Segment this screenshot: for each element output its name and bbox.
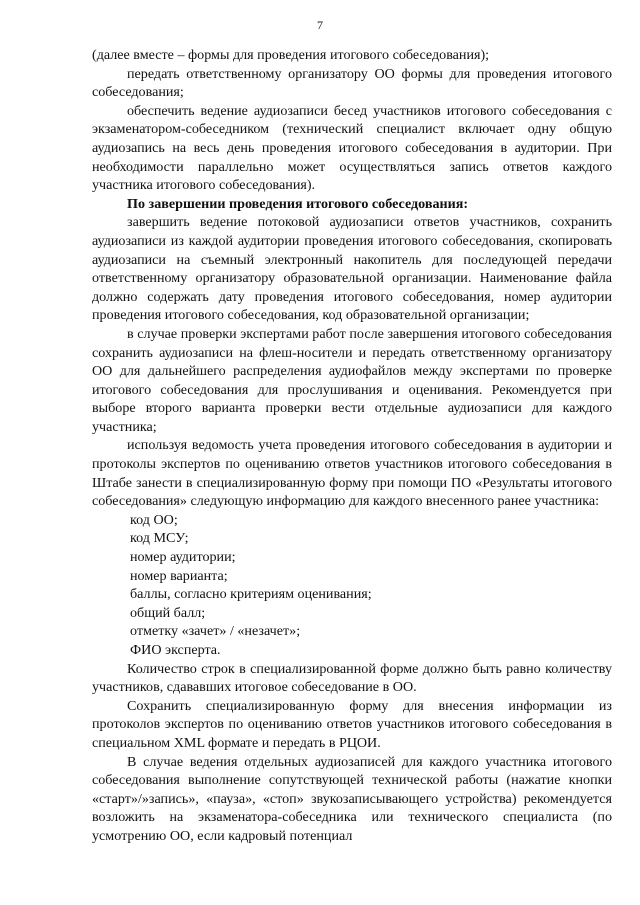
paragraph: завершить ведение потоковой аудиозаписи ответов участников, сохранить аудиозаписи из каждой аудитории проведения итогового собеседования, скопировать аудиозаписи на съемный электронный накопитель для последующей передачи ответственному организатору образовательной организации. Наименование файла должно содержать дату проведения итогового собеседования, номер аудитории проведения итогового собеседования, код образовательной организации; bbox=[92, 214, 612, 324]
paragraph: Сохранить специализированную форму для внесения информации из протоколов экспертов по оцениванию ответов участников итогового собеседования в специальном XML формате и передать в РЦОИ. bbox=[92, 697, 612, 751]
section-heading: По завершении проведения итогового собеседования: bbox=[127, 195, 469, 212]
paragraph: используя ведомость учета проведения итогового собеседования в аудитории и протоколы экспертов по оцениванию ответов участников итогового собеседования в Штабе занести в специализированную форму при помощи ПО «Результаты итогового собеседования» следующую информацию для каждого внесенного ранее участника: bbox=[92, 437, 612, 510]
paragraph: (далее вместе – формы для проведения итогового собеседования); bbox=[92, 47, 490, 63]
list-item: баллы, согласно критериям оценивания; bbox=[130, 586, 372, 603]
paragraph: передать ответственному организатору ОО формы для проведения итогового собеседования; bbox=[92, 65, 612, 101]
paragraph: В случае ведения отдельных аудиозаписей для каждого участника итогового собеседования выполнение сопутствующей технической работы (нажатие кнопки «старт»/»запись», «пауза», «стоп» звукозаписывающего устройства) рекомендуется возложить на экзаменатора-собеседника или технического специалиста (по усмотрению ОО, если кадровый потенциал bbox=[92, 753, 612, 844]
list-item: номер аудитории; bbox=[130, 549, 236, 566]
list-item: отметку «зачет» / «незачет»; bbox=[130, 623, 301, 640]
paragraph: в случае проверки экспертами работ после завершения итогового собеседования сохранить аудиозаписи на флеш-носители и передать ответственному организатору ОО для дальнейшего распределения аудиофайлов между экспертами по проверке итогового собеседования для прослушивания и оценивания. Рекомендуется при выборе второго варианта проверки вести отдельные аудиозаписи для каждого участника; bbox=[92, 325, 612, 435]
list-item: общий балл; bbox=[130, 604, 206, 621]
paragraph: обеспечить ведение аудиозаписи бесед участников итогового собеседования с экзаменатором-собеседником (технический специалист включает одну общую аудиозапись на весь день проведения итогового собеседования в аудитории. При необходимости параллельно может осуществляться запись ответов каждого участника итогового собеседования). bbox=[92, 102, 612, 194]
document-body bbox=[92, 46, 612, 846]
list-item: код ОО; bbox=[130, 511, 178, 528]
page-number: 7 bbox=[317, 18, 323, 32]
paragraph: Количество строк в специализированной форме должно быть равно количеству участников, сдававших итоговое собеседование в ОО. bbox=[92, 660, 612, 696]
list-item: ФИО эксперта. bbox=[130, 642, 221, 658]
list-item: номер варианта; bbox=[130, 567, 228, 584]
list-item: код МСУ; bbox=[130, 530, 189, 547]
